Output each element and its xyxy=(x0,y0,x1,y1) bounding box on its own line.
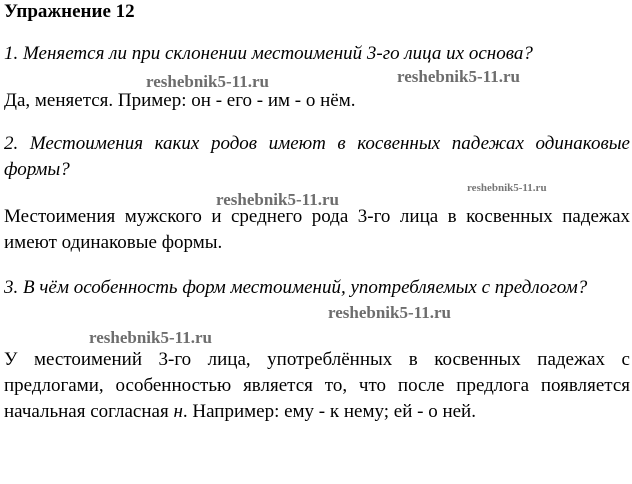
watermark: reshebnik5-11.ru xyxy=(328,303,451,322)
question-1: 1. Меняется ли при склонении местоимений 3-го лица их основа? xyxy=(4,43,533,64)
answer-3-example: . Например: ему - к нему; ей - о ней. xyxy=(182,401,476,422)
answer-3 xyxy=(4,347,630,425)
watermark: reshebnik5-11.ru xyxy=(397,67,520,86)
question-3: 3. В чём особенность форм местоимений, употребляемых с предлогом? xyxy=(4,277,588,298)
watermark: reshebnik5-11.ru xyxy=(146,72,269,91)
answer-1: Да, меняется. Пример: он - его - им - о нём. xyxy=(4,90,356,111)
exercise-title: Упражнение 12 xyxy=(4,1,135,22)
answer-3-text: У местоимений 3-го лица, употреблённых в косвенных падежах с предлогами, особенностью является то, что после предлога появляется начальная согласная xyxy=(4,349,630,422)
watermark: reshebnik5-11.ru xyxy=(467,182,547,194)
question-2: 2. Местоимения каких родов имеют в косвенных падежах одинаковые формы? xyxy=(4,133,630,180)
watermark: reshebnik5-11.ru xyxy=(216,190,339,209)
answer-2: Местоимения мужского и среднего рода 3-го лица в косвенных падежах имеют одинаковые формы. xyxy=(4,206,630,253)
answer-3-italic-letter: н xyxy=(173,401,183,422)
watermark: reshebnik5-11.ru xyxy=(89,328,212,347)
